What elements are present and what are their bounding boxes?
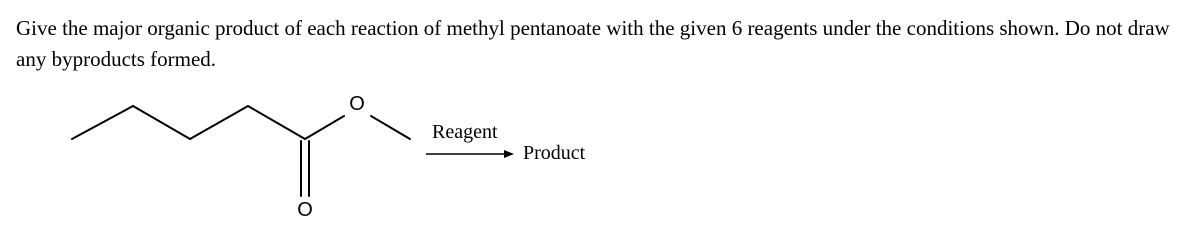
ester-oxygen-label: O [349, 93, 365, 115]
bond-c3-c2 [190, 106, 248, 139]
bond-c5-c4 [72, 106, 133, 139]
reaction-arrow [426, 150, 514, 158]
bond-c2-c1 [248, 106, 305, 139]
bond-c4-c3 [133, 106, 190, 139]
product-label: Product [523, 142, 586, 164]
question-text: Give the major organic product of each reaction of methyl pentanoate with the given 6 reagents under the conditions shown. Do not draw any byproducts formed. [16, 16, 1170, 71]
carbonyl-oxygen-label: O [297, 199, 313, 221]
bond-o-ch3 [371, 116, 410, 139]
methyl-pentanoate-structure [72, 106, 410, 196]
reagent-label: Reagent [432, 121, 498, 143]
bond-c1-o [305, 116, 344, 139]
